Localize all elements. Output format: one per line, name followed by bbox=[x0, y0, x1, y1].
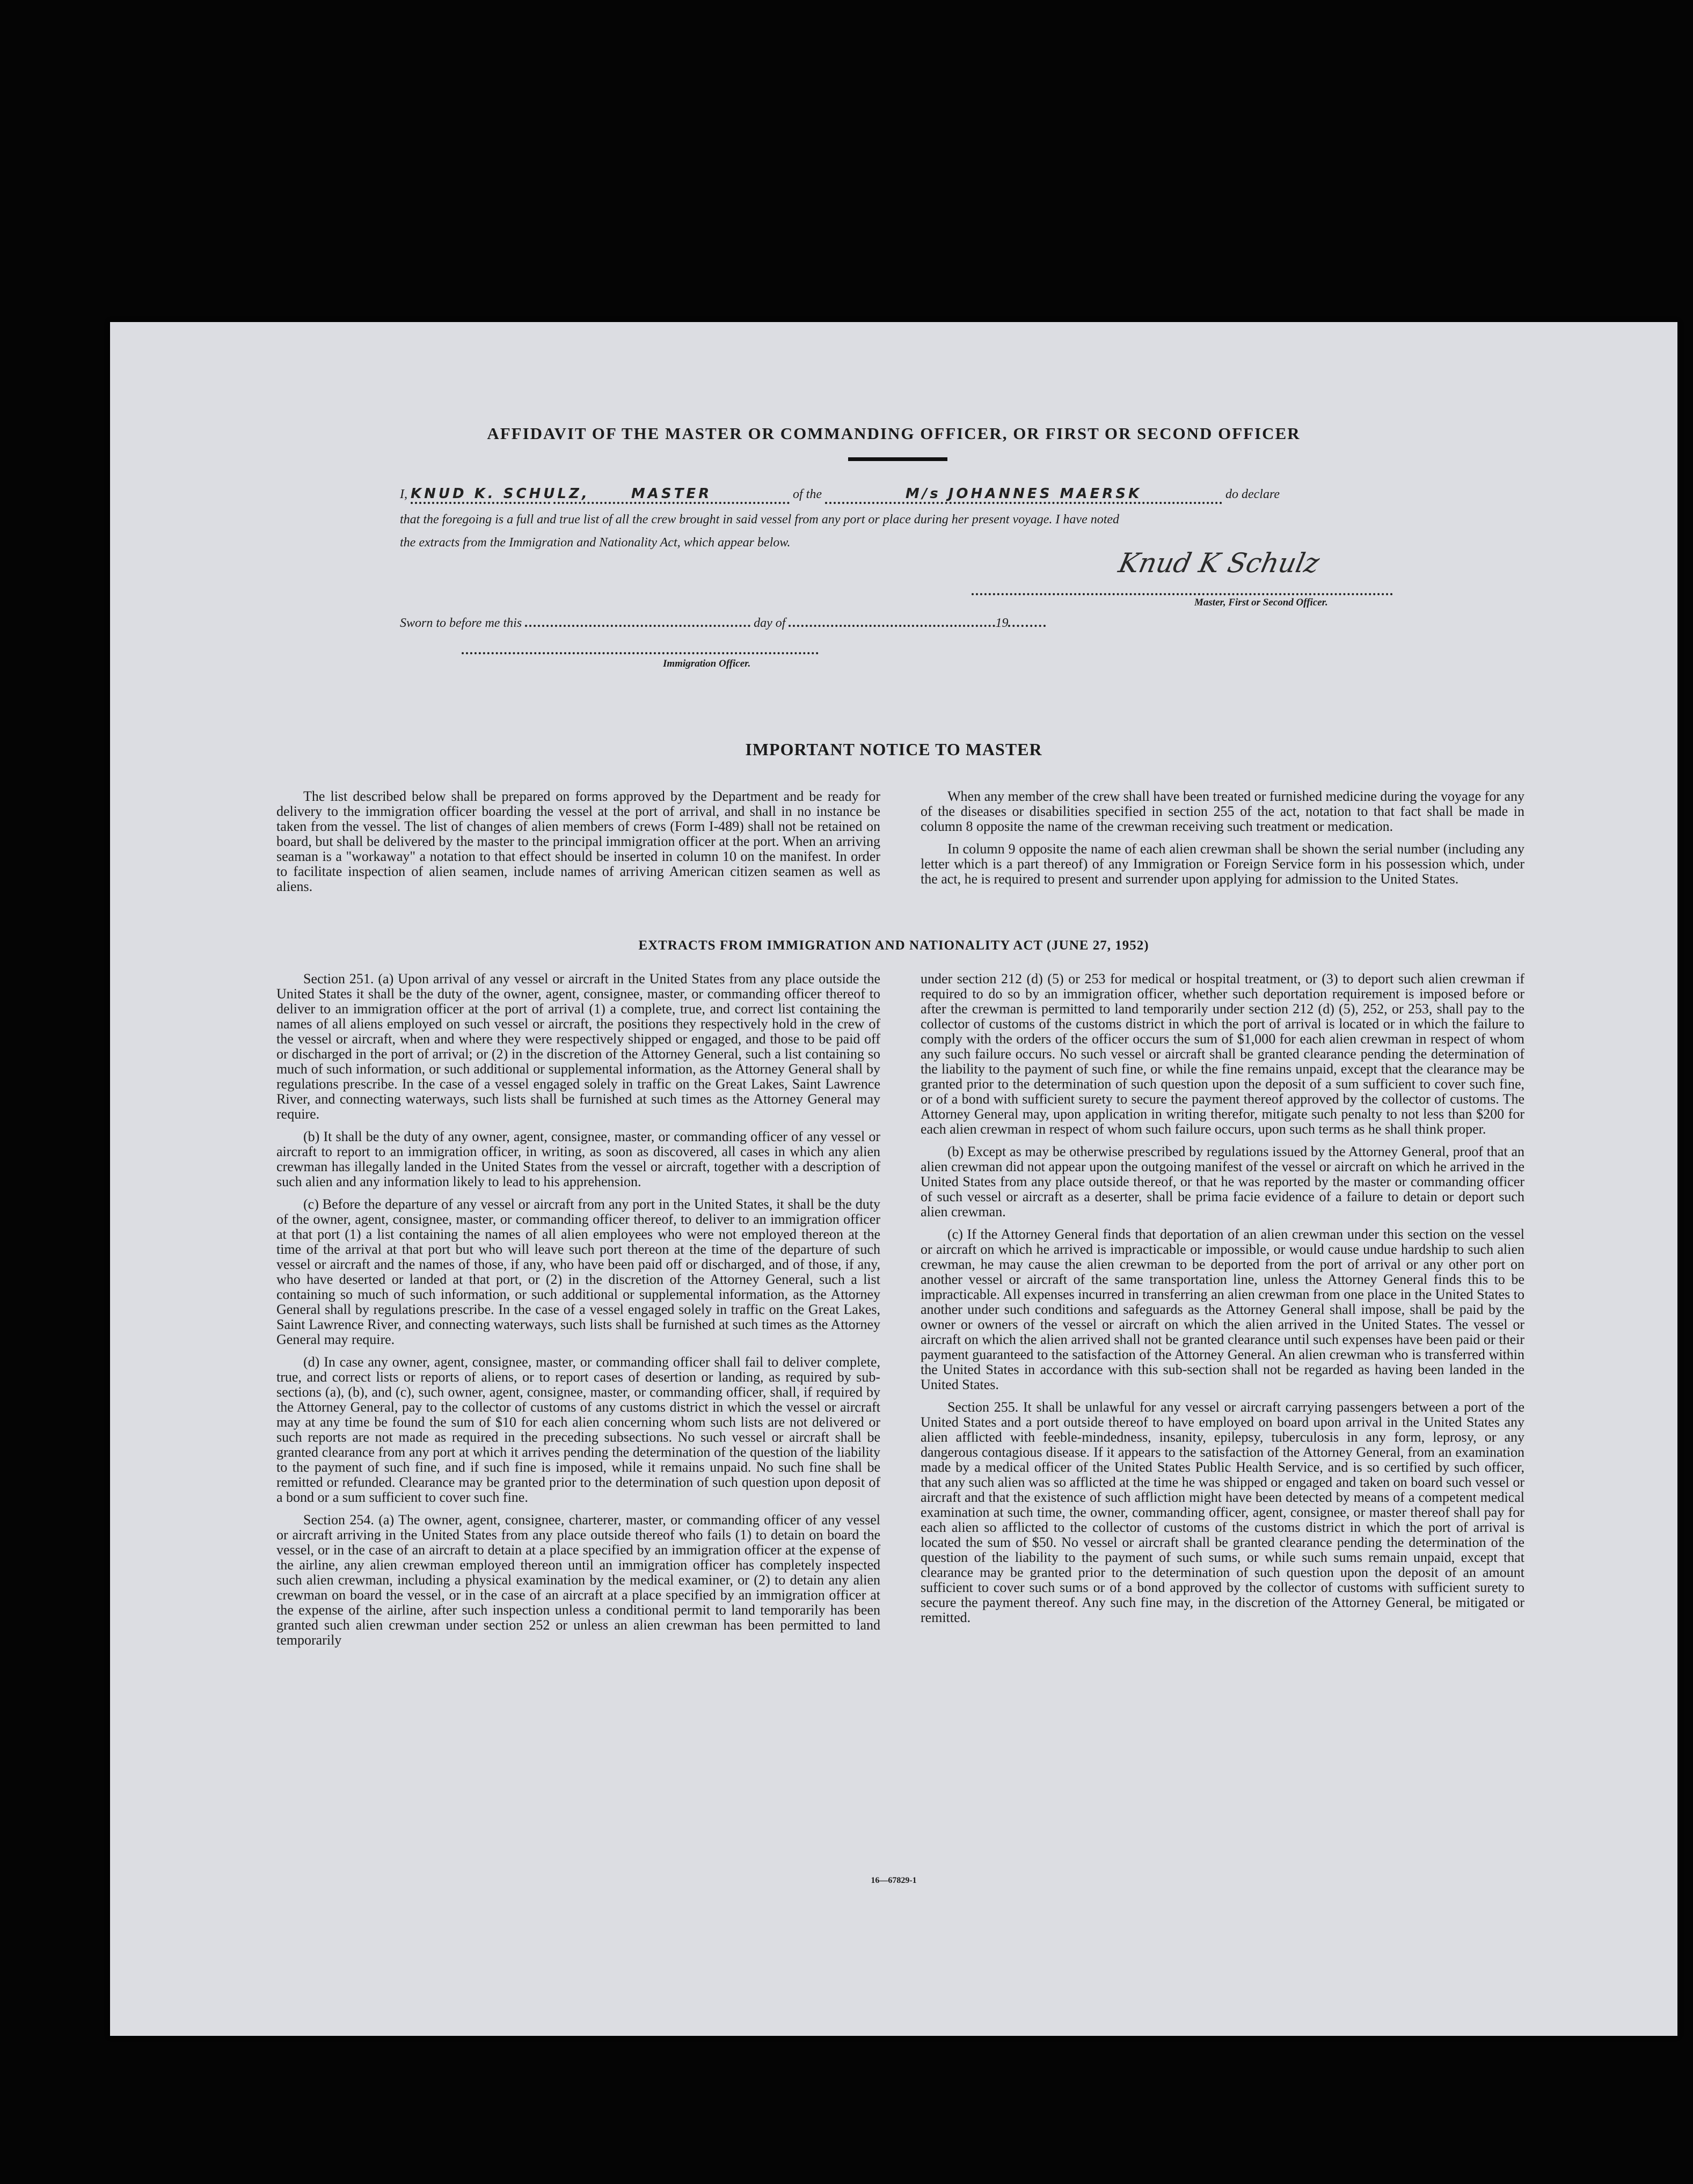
day-of-label: day of bbox=[754, 616, 786, 630]
vessel-name-field: M/s JOHANNES MAERSK bbox=[905, 486, 1142, 502]
rank-field: MASTER bbox=[631, 486, 712, 502]
affidavit-prefix: I, bbox=[400, 487, 407, 501]
section-paragraph: (b) It shall be the duty of any owner, agent, consignee, master, or commanding officer of any vessel or aircraft to report to an immigration officer, in writing, as soon as discovered, all cases in which any alien crewman has illegally landed in the United States from the vessel or aircraft, together with a description of such alien and any information likely to lead to his apprehension. bbox=[276, 1129, 880, 1189]
affidavit-title: AFFIDAVIT OF THE MASTER OR COMMANDING OFFICER, OR FIRST OR SECOND OFFICER bbox=[487, 424, 1301, 443]
section-paragraph: (d) In case any owner, agent, consignee, master, or commanding officer shall fail to deliver complete, true, and correct lists or reports of aliens, or to report cases of desertion or landing, as required by sub-sections (a), (b), and (c), such owner, agent, consignee, master, or commanding officer, shall, if required by the Attorney General, pay to the collector of customs of any customs district in which the vessel or aircraft may at any time be found the sum of $10 for each alien concerning whom such lists are not delivered or such reports are not made as required in the preceding subsections. No such vessel or aircraft shall be granted clearance from any port at which it arrives pending the determination of the question of the liability to the payment of such fine, and if such fine is imposed, while it remains unpaid. No such fine shall be remitted or refunded. Clearance may be granted prior to the determination of such question upon deposit of a bond or a sum sufficient to cover such fine. bbox=[276, 1354, 880, 1505]
immigration-officer-label: Immigration Officer. bbox=[663, 658, 751, 669]
notice-right-text-1: When any member of the crew shall have been treated or furnished medicine during the voyage for any of the diseases or disabilities specified in section 255 of the act, notation to that fact shall be made in column 8 opposite the name of the crewman receiving such treatment or medication. bbox=[921, 788, 1524, 834]
title-rule bbox=[848, 457, 947, 461]
notice-title: IMPORTANT NOTICE TO MASTER bbox=[745, 740, 1042, 759]
signature-label: Master, First or Second Officer. bbox=[1194, 597, 1328, 608]
section-paragraph: (b) Except as may be otherwise prescribed by regulations issued by the Attorney General, proof that an alien crewman did not appear upon the outgoing manifest of the vessel or aircraft on which he arrived in the United States from any place outside thereof, or that he was reported by the master or commanding officer of such vessel or aircraft as a deserter, shall be prima facie evidence of a failure to detain or deport such alien crewman. bbox=[921, 1144, 1524, 1219]
notice-left-text: The list described below shall be prepared on forms approved by the Department and be ready for delivery to the immigration officer boarding the vessel at the port of arrival, and shall in no instance be taken from the vessel. The list of changes of alien members of crews (Form I-489) shall not be retained on board, but shall be delivered by the master to the principal immigration officer at the port. When an arriving seaman is a "workaway" a notation to that effect should be inserted in column 10 on the manifest. In order to facilitate inspection of alien seamen, include names of arriving American citizen seamen as well as aliens. bbox=[276, 788, 880, 894]
master-name-field: KNUD K. SCHULZ, bbox=[411, 486, 590, 502]
section-paragraph: Section 255. It shall be unlawful for any vessel or aircraft carrying passengers between a port of the United States and a port outside thereof to have employed on board upon arrival in the United States any alien afflicted with feeble-mindedness, insanity, epilepsy, tuberculosis in any form, leprosy, or any dangerous contagious disease. If it appears to the satisfaction of the Attorney General, from an examination made by a medical officer of the United States Public Health Service, and is so certified by such officer, that any such alien was so afflicted at the time he was shipped or engaged and taken on board such vessel or aircraft and that the existence of such affliction might have been detected by means of a competent medical examination at such time, the owner, commanding officer, agent, consignee, or master thereof shall pay for each alien so afflicted to the collector of customs of the customs district in which the port of arrival is located the sum of $50. No vessel or aircraft shall be granted clearance pending the determination of the question of the liability to the payment of such sums, or while such sums remain unpaid, except that clearance may be granted prior to the determination of such question upon the deposit of an amount sufficient to cover such sums or of a bond approved by the collector of customs with sufficient surety to secure the payment thereof. Any such fine may, in the discretion of the Attorney General, be mitigated or remitted. bbox=[921, 1399, 1524, 1625]
section-paragraph: (c) If the Attorney General finds that deportation of an alien crewman under this section on the vessel or aircraft on which he arrived is impracticable or impossible, or would cause undue hardship to such alien crewman, he may cause the alien crewman to be deported from the port of arrival or any other port on another vessel or aircraft of the same transportation line, unless the Attorney General finds this to be impracticable. All expenses incurred in transferring an alien crewman from one place in the United States to another under such conditions and safeguards as the Attorney General shall impose, shall be paid by the owner or owners of the vessel or aircraft on which the alien arrived in the United States. The vessel or aircraft on which the alien arrived shall not be granted clearance until such expenses have been paid or their payment guaranteed to the satisfaction of the Attorney General. An alien crewman who is transferred within the United States in accordance with this sub-section shall not be regarded as having been landed in the United States. bbox=[921, 1226, 1524, 1392]
signature-line bbox=[972, 593, 1393, 595]
immigration-officer-line bbox=[462, 652, 819, 654]
year-label: 19 bbox=[995, 616, 1009, 630]
affidavit-line-1 bbox=[400, 486, 1516, 504]
declare-label: do declare bbox=[1225, 487, 1280, 501]
extracts-right-column bbox=[921, 972, 1524, 1633]
document-page bbox=[110, 322, 1677, 2036]
form-number: 16—67829-1 bbox=[871, 1876, 917, 1885]
extracts-left-column bbox=[276, 972, 880, 1655]
sworn-line: Sworn to before me this day of 19 bbox=[400, 616, 1046, 631]
extracts-title: EXTRACTS FROM IMMIGRATION AND NATIONALITY ACT (JUNE 27, 1952) bbox=[638, 938, 1149, 953]
of-the-label: of the bbox=[793, 487, 822, 501]
affidavit-line-2: that the foregoing is a full and true list of all the crew brought in said vessel from any port or place during her present voyage. I have noted bbox=[400, 513, 1120, 527]
section-paragraph: Section 251. (a) Upon arrival of any vessel or aircraft in the United States from any place outside the United States it shall be the duty of the owner, agent, consignee, master, or commanding officer thereof to deliver to an immigration officer at the port of arrival (1) a complete, true, and correct list containing the names of all aliens employed on such vessel or aircraft, the positions they respectively hold in the crew of the vessel or aircraft, when and where they were respectively shipped or engaged, and those to be paid off or discharged in the port of arrival; or (2) in the discretion of the Attorney General, such a list containing so much of such information, or such additional or supplemental information, as the Attorney General shall by regulations prescribe. In the case of a vessel engaged solely in traffic on the Great Lakes, Saint Lawrence River, and connecting waterways, such lists shall be furnished at such times as the Attorney General may require. bbox=[276, 971, 880, 1122]
notice-left-column bbox=[276, 789, 880, 902]
notice-right-column bbox=[921, 789, 1524, 894]
section-paragraph: under section 212 (d) (5) or 253 for medical or hospital treatment, or (3) to deport such alien crewman if required to do so by an immigration officer, whether such deportation requirement is imposed before or after the crewman is permitted to land temporarily under section 212 (d) (5), 252, or 253, shall pay to the collector of customs of the customs district in which the port of arrival is located or in which the failure to comply with the orders of the officer occurs the sum of $1,000 for each alien crewman in respect of whom any such failure occurs. No such vessel or aircraft shall be granted clearance pending the determination of the liability to the payment of such fine, or while the fine remains unpaid, except that the clearance may be granted prior to the determination of such question upon the deposit of a sum sufficient to cover such fine, or of a bond with sufficient surety to secure the payment thereof approved by the collector of customs. The Attorney General may, upon application in writing therefor, mitigate such penalty to not less than $200 for each alien crewman in respect of whom such failure occurs, upon such terms as he shall think proper. bbox=[921, 971, 1524, 1137]
notice-right-text-2: In column 9 opposite the name of each alien crewman shall be shown the serial number (including any letter which is a part thereof) of any Immigration or Foreign Service form in his possession which, under the act, he is required to present and surrender upon applying for admission to the United States. bbox=[921, 841, 1524, 887]
section-paragraph: Section 254. (a) The owner, agent, consignee, charterer, master, or commanding officer of any vessel or aircraft arriving in the United States from any place outside thereof who fails (1) to detain on board the vessel, or in the case of an aircraft to detain at a place specified by an immigration officer at the expense of the airline, any alien crewman employed thereon until an immigration officer has completely inspected such alien crewman, including a physical examination by the medical examiner, or (2) to detain any alien crewman on board the vessel, or in the case of an aircraft at a place specified by an immigration officer at the expense of the airline, after such inspection unless a conditional permit to land temporarily has been granted such alien crewman under section 252 or unless an alien crewman has been permitted to land temporarily bbox=[276, 1512, 880, 1648]
master-signature: Knud K Schulz bbox=[1115, 547, 1323, 579]
affidavit-line-3: the extracts from the Immigration and Nationality Act, which appear below. bbox=[400, 536, 791, 550]
section-paragraph: (c) Before the departure of any vessel or aircraft from any port in the United States, it shall be the duty of the owner, agent, consignee, master, or commanding officer thereof, to deliver to an immigration officer at that port (1) a list containing the names of all alien employees who were not employed thereon at the time of the arrival at that port but who will leave such port thereon at the time of the departure of such vessel or aircraft and the names of those, if any, who have been paid off or discharged, and of those, if any, who have deserted or landed at that port, or (2) in the discretion of the Attorney General, such a list containing so much of such information, or such additional or supplemental information, as the Attorney General shall by regulations prescribe. In the case of a vessel engaged solely in traffic on the Great Lakes, Saint Lawrence River, and connecting waterways, such lists shall be furnished at such times as the Attorney General may require. bbox=[276, 1196, 880, 1347]
